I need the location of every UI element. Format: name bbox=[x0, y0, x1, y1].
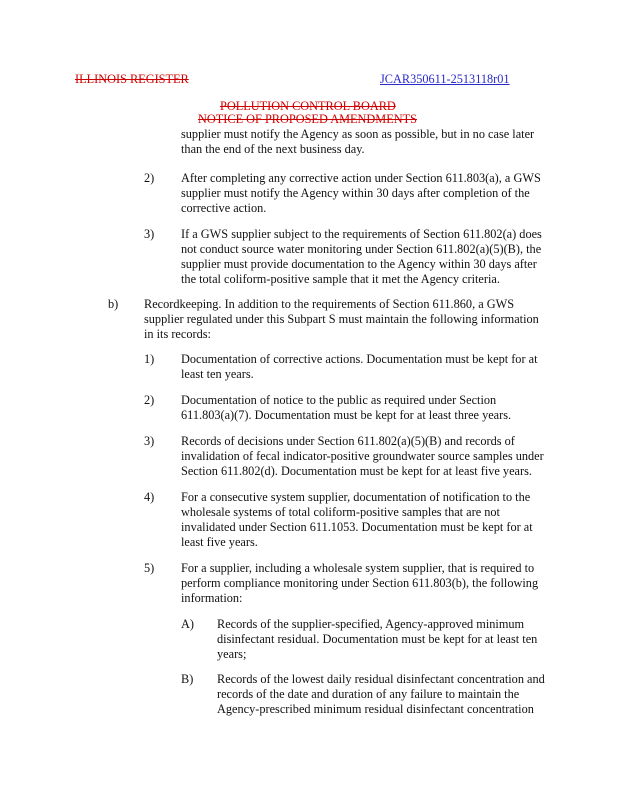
text-line: supplier must notify the Agency within 30 days after completion of the bbox=[181, 186, 530, 200]
text-line: supplier must notify the Agency as soon as possible, but in no case later bbox=[181, 127, 535, 141]
text-line: than the end of the next business day. bbox=[181, 142, 365, 156]
board-title: POLLUTION CONTROL BOARD bbox=[220, 99, 396, 113]
text-line: Records of decisions under Section 611.802(a)(5)(B) and records of bbox=[181, 434, 515, 448]
text-line: supplier regulated under this Subpart S must maintain the following information bbox=[144, 312, 539, 326]
text-line: For a supplier, including a wholesale system supplier, that is required to bbox=[181, 561, 535, 575]
item-number: A) bbox=[181, 617, 194, 631]
text-line: Recordkeeping. In addition to the requirements of Section 611.860, a GWS bbox=[144, 297, 515, 311]
text-line: the total coliform-positive sample that it met the Agency criteria. bbox=[181, 272, 500, 286]
text-line: If a GWS supplier subject to the requirements of Section 611.802(a) does bbox=[181, 227, 542, 241]
text-line: Records of the lowest daily residual disinfectant concentration and bbox=[217, 672, 545, 686]
text-line: in its records: bbox=[144, 327, 211, 341]
section-label: b) bbox=[108, 297, 119, 311]
text-line: Records of the supplier-specified, Agency-approved minimum bbox=[217, 617, 525, 631]
text-line: wholesale systems of total coliform-positive samples that are not bbox=[181, 505, 500, 519]
text-line: supplier must provide documentation to the Agency within 30 days after bbox=[181, 257, 537, 271]
text-line: years; bbox=[217, 647, 247, 661]
text-line: invalidated under Section 611.1053. Documentation must be kept for at bbox=[181, 520, 533, 534]
text-line: invalidation of fecal indicator-positive groundwater source samples under bbox=[181, 449, 544, 463]
item-number: B) bbox=[181, 672, 194, 686]
text-line: For a consecutive system supplier, documentation of notification to the bbox=[181, 490, 531, 504]
text-line: Agency-prescribed minimum residual disinfectant concentration bbox=[217, 702, 534, 716]
text-line: disinfectant residual. Documentation must be kept for at least ten bbox=[217, 632, 538, 646]
text-line: Section 611.802(d). Documentation must be kept for at least five years. bbox=[181, 464, 532, 478]
text-line: 611.803(a)(7). Documentation must be kept for at least three years. bbox=[181, 408, 512, 422]
text-line: After completing any corrective action under Section 611.803(a), a GWS bbox=[181, 171, 541, 185]
notice-title: NOTICE OF PROPOSED AMENDMENTS bbox=[198, 112, 417, 126]
item-number: 4) bbox=[144, 490, 155, 504]
register-title: ILLINOIS REGISTER bbox=[75, 72, 189, 86]
text-line: least five years. bbox=[181, 535, 258, 549]
text-line: corrective action. bbox=[181, 201, 267, 215]
text-line: Documentation of corrective actions. Documentation must be kept for at bbox=[181, 352, 538, 366]
text-line: not conduct source water monitoring under Section 611.802(a)(5)(B), the bbox=[181, 242, 542, 256]
item-number: 1) bbox=[144, 352, 155, 366]
item-number: 2) bbox=[144, 393, 155, 407]
document-id-link[interactable]: JCAR350611-2513118r01 bbox=[380, 72, 510, 86]
text-line: Documentation of notice to the public as required under Section bbox=[181, 393, 497, 407]
text-line: perform compliance monitoring under Section 611.803(b), the following bbox=[181, 576, 539, 590]
item-number: 5) bbox=[144, 561, 155, 575]
text-line: information: bbox=[181, 591, 243, 605]
item-number: 2) bbox=[144, 171, 155, 185]
item-number: 3) bbox=[144, 434, 155, 448]
text-line: least ten years. bbox=[181, 367, 254, 381]
item-number: 3) bbox=[144, 227, 155, 241]
text-line: records of the date and duration of any failure to maintain the bbox=[217, 687, 520, 701]
